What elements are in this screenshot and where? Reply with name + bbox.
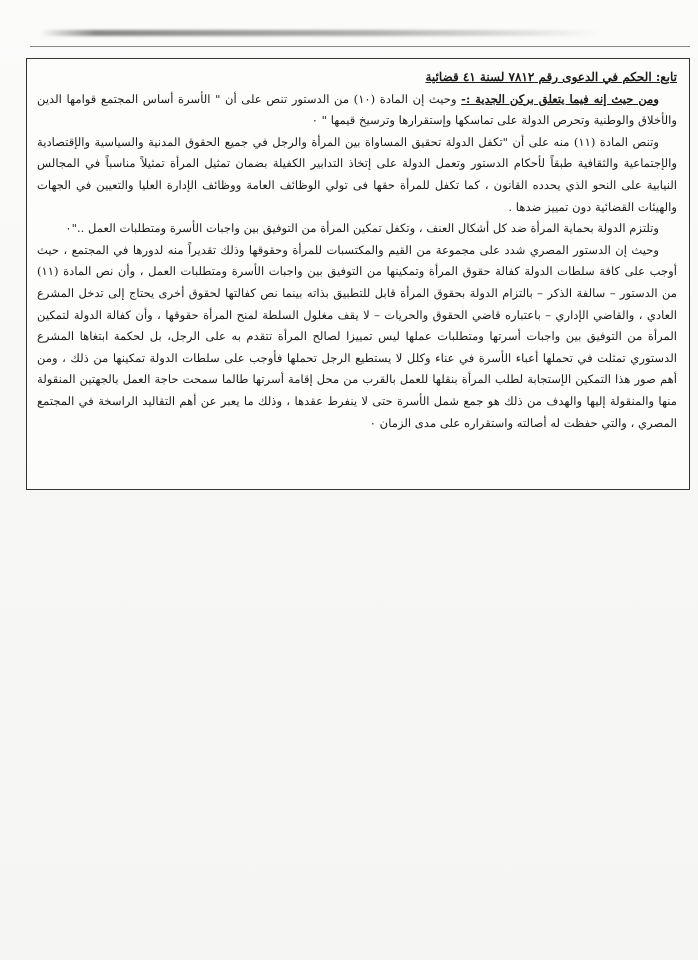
paragraph-article-10: وحيث إن المادة (١٠) من الدستور تنص على أن " الأسرة أساس المجتمع قوامها الدين والأخلاق والوطنية وتحرص الدولة على تماسكها وإستقرارها وترسيخ قيمها " ٠ xyxy=(37,91,677,128)
paragraph-lead-seriousness: ومن حيث إنه فيما يتعلق بركن الجدية :- xyxy=(461,91,659,106)
paragraph-constitution-values: وحيث إن الدستور المصري شدد على مجموعة من القيم والمكتسبات للمرأة وحقوقها وذلك تقديراً منه لدورها في المجتمع ، حيث أوجب على كافة سلطات الدولة كفالة حقوق المرأة وتمكينها من التوفيق بين واجبات الأسرة ومتطلبات العمل ، وأن نص المادة (١١) من الدستور – سالفة الذكر – بالتزام الدولة بحقوق المرأة قابل للتطبيق بذاته بينما نص كفالتها لحقوق أخرى يحتاج إلى تدخل المشرع العادي ، والقاضي الإداري – باعتباره قاضي الحقوق والحريات – لا يقف مغلول السلطة لمنح المرأة حقوقها ، وأن كفالة الدولة لتمكين المرأة من التوفيق بين واجبات أسرتها ومتطلبات عملها ليس تمييزا لصالح المرأة تتقدم به على الرجل، بل لحكمة ابتغاها المشرع الدستوري تمثلت في تحملها أعباء الأسرة في عناء وكلل لا يستطيع الرجل تحملها فأوجب على سلطات الدولة تمكينها من ذلك ، ومن أهم صور هذا التمكين الإستجابة لطلب المرأة بنقلها للعمل بالقرب من محل إقامة أسرتها طالما سمحت حاجة العمل بالجهتين المنقولة منها والمنقولة إليها والهدف من ذلك هو جمع شمل الأسرة حتى لا ينفرط عقدها ، وذلك ما يعبر عن أهم التقاليد الراسخة في المجتمع المصري ، والتي حفظت له أصالته واستقراره على مدى الزمان ٠ xyxy=(37,242,677,430)
blank-area xyxy=(0,500,698,960)
judgment-header: تابع: الحكم في الدعوى رقم ٧٨١٢ لسنة ٤١ قضائية xyxy=(425,70,677,84)
paragraph-state-obligation: وتلتزم الدولة بحماية المرأة ضد كل أشكال العنف ، وتكفل تمكين المرأة من التوفيق بين واجبات الأسرة ومتطلبات العمل .."٠ xyxy=(65,221,659,236)
scan-edge-shadow xyxy=(40,30,600,36)
document-frame xyxy=(26,58,690,490)
top-divider-line xyxy=(30,46,690,47)
document-body xyxy=(27,59,689,438)
paragraph-article-11: وتنص المادة (١١) منه على أن "تكفل الدولة تحقيق المساواة بين المرأة والرجل في جميع الحقوق المدنية والسياسية والإقتصادية والإجتماعية والثقافية طبقاً لأحكام الدستور وتعمل الدولة على إتخاذ التدابير الكفيلة بضمان تمثيل المرأة تمثيلاً مناسباً في المجالس النيابية على النحو الذي يحدده القانون ، كما تكفل للمرأة حقها فى تولي الوظائف العامة ووظائف الإدارة العليا والتعيين في الجهات والهيئات القضائية دون تمييز ضدها . xyxy=(37,134,677,214)
paragraph-seriousness xyxy=(37,89,677,132)
